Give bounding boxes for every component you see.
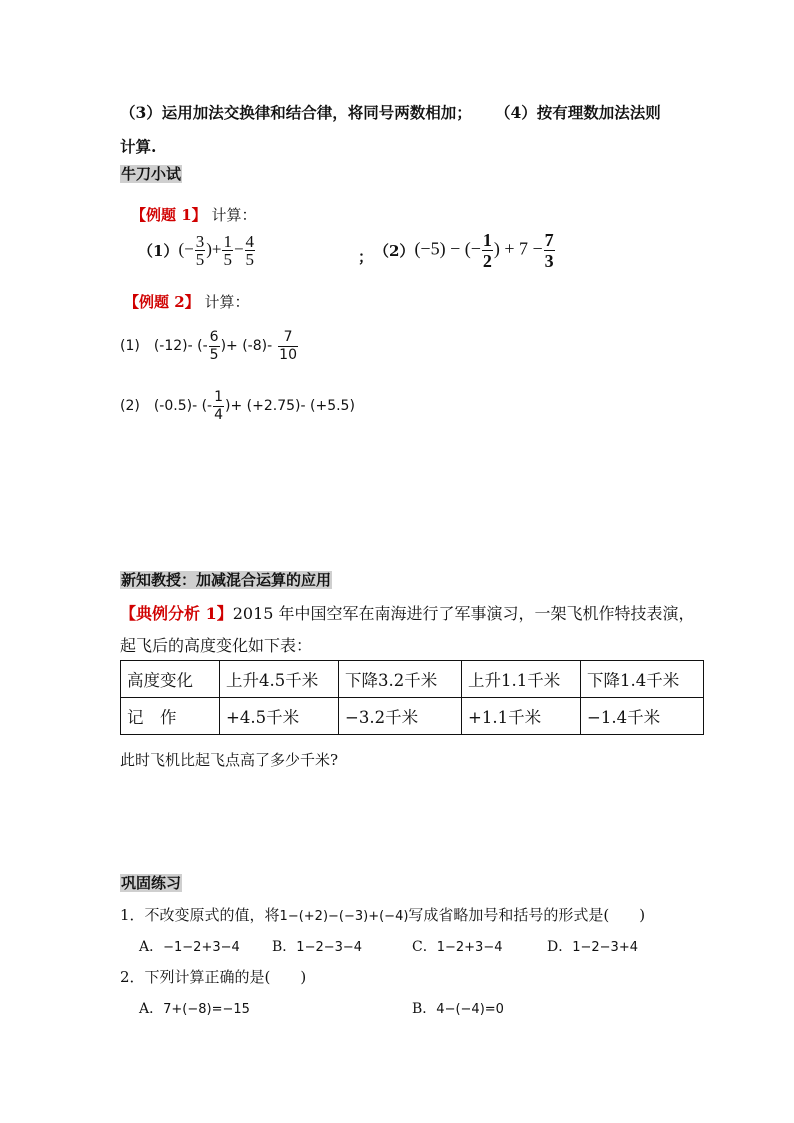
- intro-line-1a: （3）运用加法交换律和结合律，将同号两数相加；: [120, 103, 472, 122]
- table-cell: 下降3.2千米: [339, 661, 462, 698]
- numerator: 1: [214, 388, 224, 405]
- example-2-label: 【例题 2】: [124, 293, 200, 311]
- fraction: [195, 233, 206, 268]
- section-title-xinzhi: 新知教授：加减混合运算的应用: [121, 571, 332, 589]
- intro-line-1b: （4）按有理数加法法则: [495, 103, 661, 122]
- option-label: A．: [139, 939, 164, 955]
- math-expression: 1−(+2)−(−3)+(−4): [279, 909, 409, 924]
- math-text: )+ (+2.75)- (+5.5): [225, 398, 355, 414]
- math-expression: [414, 230, 555, 271]
- numerator: 7: [283, 328, 293, 345]
- exercise-1-stem: [120, 904, 645, 925]
- math-expression: [178, 233, 256, 268]
- math-text: )+ (-8)-: [220, 338, 273, 354]
- intro-line-2: 计算.: [120, 137, 157, 156]
- problem-label: （2）: [374, 241, 415, 260]
- denominator: 5: [245, 249, 255, 269]
- example-2-prompt: 计算：: [204, 293, 250, 311]
- option-label: D．: [547, 939, 573, 955]
- numerator: 6: [209, 328, 219, 345]
- option-label: B．: [412, 1001, 437, 1017]
- math-text: ) + 7 −: [493, 238, 543, 259]
- exercise-2-option-a[interactable]: [139, 998, 250, 1018]
- fraction: [222, 233, 233, 268]
- analysis-text-1: 2015 年中国空军在南海进行了军事演习，一架飞机作特技表演，: [232, 604, 695, 623]
- math-text: (−5) − (−: [414, 238, 481, 259]
- table-cell: 下降1.4千米: [581, 661, 704, 698]
- analysis-line-1: [120, 601, 695, 624]
- table-cell: +1.1千米: [462, 698, 581, 735]
- denominator: 5: [223, 249, 232, 269]
- option-expr: −1−2+3−4: [163, 940, 240, 955]
- example-1-prompt: 计算：: [211, 206, 257, 224]
- section-title-gonggu: 巩固练习: [121, 874, 182, 892]
- option-expr: 7+(−8)=−15: [163, 1002, 250, 1017]
- table-cell: 上升1.1千米: [462, 661, 581, 698]
- fraction: [544, 230, 555, 271]
- altitude-table: [120, 660, 704, 735]
- math-text: (−: [178, 238, 194, 258]
- analysis-line-2: 起飞后的高度变化如下表：: [120, 636, 313, 655]
- fraction: [209, 329, 220, 364]
- table-cell: 高度变化: [121, 661, 220, 698]
- option-expr: 1−2−3−4: [296, 940, 363, 955]
- denominator: 3: [544, 250, 554, 271]
- problem-separator: ；: [358, 248, 374, 266]
- numerator: 4: [245, 231, 255, 251]
- exercise-1-option-b[interactable]: [272, 936, 362, 956]
- table-row: [121, 661, 704, 698]
- math-text: (-0.5)- (-: [153, 398, 213, 414]
- exercise-2-option-b[interactable]: [412, 998, 504, 1018]
- table-cell: +4.5千米: [220, 698, 339, 735]
- example-2-heading: [124, 291, 249, 312]
- example-1-problem-2: [374, 226, 556, 274]
- analysis-label: 【典例分析 1】: [120, 604, 233, 623]
- fraction: [245, 233, 256, 268]
- exercise-1-option-c[interactable]: [412, 936, 502, 956]
- example-1-heading: [131, 204, 256, 225]
- section-title-niudao: 牛刀小试: [121, 165, 182, 183]
- stem-text: 写成省略加号和括号的形式是( ): [408, 906, 646, 924]
- option-label: B．: [272, 939, 297, 955]
- problem-label: (2): [120, 398, 140, 414]
- denominator: 4: [214, 406, 224, 423]
- denominator: 10: [279, 346, 297, 363]
- table-cell: 记 作: [121, 698, 220, 735]
- exercise-1-option-a[interactable]: [139, 936, 240, 956]
- option-label: A．: [139, 1001, 164, 1017]
- fraction: [278, 329, 298, 364]
- option-expr: 1−2−3+4: [572, 940, 638, 955]
- denominator: 5: [209, 346, 219, 363]
- stem-text: 1．不改变原式的值，将: [120, 906, 280, 924]
- table-row: [121, 698, 704, 735]
- option-label: C．: [412, 939, 437, 955]
- example-1-label: 【例题 1】: [131, 206, 207, 224]
- denominator: 2: [482, 250, 492, 271]
- exercise-1-option-d[interactable]: [547, 936, 638, 956]
- option-expr: 4−(−4)=0: [436, 1002, 504, 1017]
- numerator: 1: [223, 231, 232, 251]
- problem-label: （1）: [138, 241, 179, 260]
- math-text: )+: [206, 238, 222, 258]
- fraction: [213, 389, 224, 424]
- option-expr: 1−2+3−4: [436, 940, 503, 955]
- analysis-question: 此时飞机比起飞点高了多少千米?: [120, 751, 339, 769]
- numerator: 3: [195, 231, 205, 251]
- table-cell: 上升4.5千米: [220, 661, 339, 698]
- numerator: 1: [482, 229, 492, 250]
- numerator: 7: [544, 229, 554, 250]
- table-cell: −3.2千米: [339, 698, 462, 735]
- example-2-problem-1: [120, 326, 299, 366]
- exercise-2-stem: 2．下列计算正确的是( ): [120, 968, 307, 986]
- problem-label: (1): [120, 338, 140, 354]
- math-text: −: [233, 238, 244, 258]
- example-2-problem-2: [120, 386, 355, 426]
- math-text: (-12)- (-: [153, 338, 208, 354]
- example-1-problem-1: [138, 230, 256, 270]
- table-cell: −1.4千米: [581, 698, 704, 735]
- denominator: 5: [195, 249, 205, 269]
- fraction: [482, 230, 493, 271]
